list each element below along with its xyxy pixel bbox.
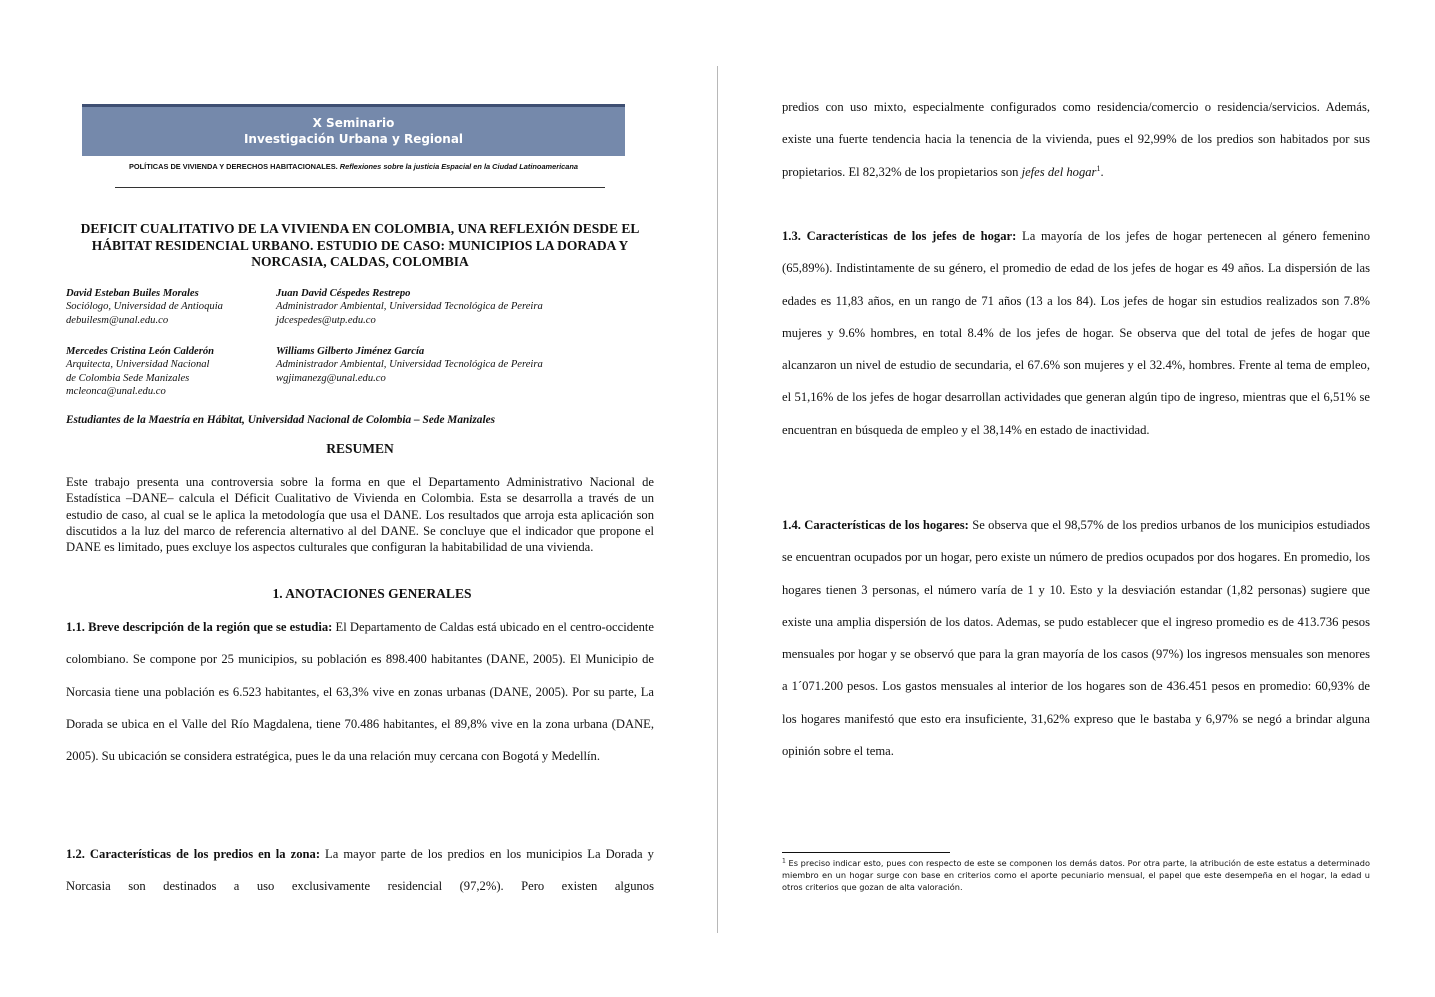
author-email: wgjimanezg@unal.edu.co xyxy=(276,372,386,384)
author-block xyxy=(66,287,223,327)
author-affiliation: Sociólogo, Universidad de Antioquia xyxy=(66,301,223,313)
author-email: debuilesm@unal.edu.co xyxy=(66,314,169,326)
abstract-text: Este trabajo presenta una controversia sobre la forma en que el Departamento Administrativo Nacional de Estadística –DANE– calcula el Déficit Cualitativo de Vivienda en Colombia. Esta se desarrolla a través de un estudio de caso, al cual se le aplica la metodología que usa el DANE. Los resultados que arroja esta aplicación son discutidos a la luz del marco de referencia alternativo al del DANE. Se concluye que el indicador que propone el DANE es limitado, pues excluye los aspectos culturales que configuran la habitabilidad de una vivienda. xyxy=(66,475,654,555)
section-1-2-heading: 1.2. Características de los predios en la zona: xyxy=(66,847,321,861)
conference-theme-bold: POLÍTICAS DE VIVIENDA Y DERECHOS HABITACIONALES. xyxy=(128,162,338,171)
author-name: Juan David Céspedes Restrepo xyxy=(276,288,411,299)
footnote-reference: 1 xyxy=(1096,163,1101,173)
section-1-3-body: La mayoría de los jefes de hogar pertenecen al género femenino (65,89%). Indistintamente de su género, el promedio de edad de los jefes de hogar es 49 años. La dispersión de las edades es 11,83 años, en un rango de 71 años (13 a los 84). Los jefes de hogar sin estudios realizados son 7.8% mujeres y 9.6% hombres, en total 8.4% de los jefes de hogar. Se observa que del total de jefes de hogar que alcanzaron un nivel de estudio de secundaria, el 67.6% son mujeres y el 32.4%, hombres. Frente al tema de empleo, el 51,16% de los jefes de hogar desarrollan actividades que generan algún tipo de ingreso, mientras que el 6,51% se encuentran en búsqueda de empleo y el 38,14% en estado de inactividad. xyxy=(782,229,1370,437)
author-name: Williams Gilberto Jiménez García xyxy=(276,346,425,357)
footnote-rule xyxy=(782,852,950,853)
section-1-1-heading: 1.1. Breve descripción de la región que se estudia: xyxy=(66,620,333,634)
section-1-4-body: Se observa que el 98,57% de los predios urbanos de los municipios estudiados se encuentran ocupados por un hogar, pero existe un número de predios ocupados por dos hogares. En promedio, los hogares tienen 3 personas, el número varía de 1 y 10. Esto y la desviación estandar (1,82 personas) sugiere que existe una amplia dispersión de los datos. Ademas, se pudo establecer que el ingreso promedio es de 413.736 pesos mensuales por hogar y se observó que para la gran mayoría de los casos (97%) los ingresos mensuales son menores a 1´071.200 pesos. Los gastos mensuales al interior de los hogares son de 436.451 pesos en promedio: 60,93% de los hogares manifestó que esto era insuficiente, 31,62% expreso que le bastaba y 6,97% se negó a brindar alguna opinión sobre el tema. xyxy=(782,518,1370,759)
author-block xyxy=(276,287,543,327)
section-1-1 xyxy=(66,611,654,772)
author-affiliation: Administrador Ambiental, Universidad Tecnológica de Pereira xyxy=(276,359,543,371)
section-1-4-heading: 1.4. Características de los hogares: xyxy=(782,518,969,532)
section-1-2-continued xyxy=(782,91,1370,188)
author-email: jdcespedes@utp.edu.co xyxy=(276,314,376,326)
seminar-title: X Seminario xyxy=(312,116,395,130)
footnote xyxy=(782,857,1370,893)
section-1-2-body: La mayor parte de los predios en los municipios La Dorada y Norcasia son destinados a uso exclusivamente residencial (97,2%). Pero existen algunos xyxy=(66,847,654,894)
page-divider xyxy=(717,66,718,933)
author-affiliation: Arquitecta, Universidad Nacional xyxy=(66,359,210,371)
author-affiliation: de Colombia Sede Manizales xyxy=(66,372,190,384)
section-1-2-end: . xyxy=(1100,164,1104,179)
section-1-3 xyxy=(782,220,1370,446)
section-1-3-heading: 1.3. Características de los jefes de hogar: xyxy=(782,229,1017,243)
jefes-del-hogar-term: jefes del hogar xyxy=(1021,164,1097,179)
author-name: David Esteban Builes Morales xyxy=(66,288,199,299)
seminar-banner xyxy=(82,104,625,156)
author-block xyxy=(66,345,214,399)
section-1-2-continued-text: predios con uso mixto, especialmente configurados como residencia/comercio o residencia/servicios. Además, existe una fuerte tendencia hacia la tenencia de la vivienda, pues el 92,99% de los predios son habitados por sus propietarios. El 82,32% de los propietarios son xyxy=(782,100,1370,179)
section-heading: 1. ANOTACIONES GENERALES xyxy=(272,586,472,601)
author-block xyxy=(276,345,543,385)
right-page xyxy=(719,0,1435,997)
section-1-1-body: El Departamento de Caldas está ubicado en el centro-occidente colombiano. Se compone por 25 municipios, su población es 898.400 habitantes (DANE, 2005). El Municipio de Norcasia tiene una población es 6.523 habitantes, el 63,3% vive en zonas urbanas (DANE, 2005). Por su parte, La Dorada se ubica en el Valle del Río Magdalena, tiene 70.486 habitantes, el 89,8% vive en la zona urbana (DANE, 2005). Su ubicación se considera estratégica, pues le da una relación muy cercana con Bogotá y Medellín. xyxy=(66,620,654,764)
section-1-4 xyxy=(782,509,1370,767)
conference-theme xyxy=(82,162,625,171)
seminar-subtitle: Investigación Urbana y Regional xyxy=(243,132,464,146)
author-affiliation: Administrador Ambiental, Universidad Tecnológica de Pereira xyxy=(276,301,543,313)
header-rule xyxy=(115,187,605,188)
section-1-2 xyxy=(66,838,654,903)
conference-theme-italic: Reflexiones sobre la justicia Espacial en la Ciudad Latinoamericana xyxy=(339,162,579,171)
author-name: Mercedes Cristina León Calderón xyxy=(66,346,215,357)
author-email: mcleonca@unal.edu.co xyxy=(66,386,166,398)
paper-title: DEFICIT CUALITATIVO DE LA VIVIENDA EN COLOMBIA, UNA REFLEXIÓN DESDE EL HÁBITAT RESIDENCIAL URBANO. ESTUDIO DE CASO: MUNICIPIOS LA DORADA Y NORCASIA, CALDAS, COLOMBIA xyxy=(80,221,640,269)
students-line: Estudiantes de la Maestría en Hábitat, Universidad Nacional de Colombia – Sede Manizales xyxy=(66,414,495,426)
footnote-mark: 1 xyxy=(782,857,786,865)
abstract-heading: RESUMEN xyxy=(326,441,394,456)
footnote-text: Es preciso indicar esto, pues con respecto de este se componen los demás datos. Por otra parte, la atribución de este estatus a determinado miembro en un hogar surge con base en criterios como el aporte pecuniario mensual, el papel que este desempeña en el hogar, la edad u otros criterios que gozan de alta valoración. xyxy=(782,858,1370,892)
